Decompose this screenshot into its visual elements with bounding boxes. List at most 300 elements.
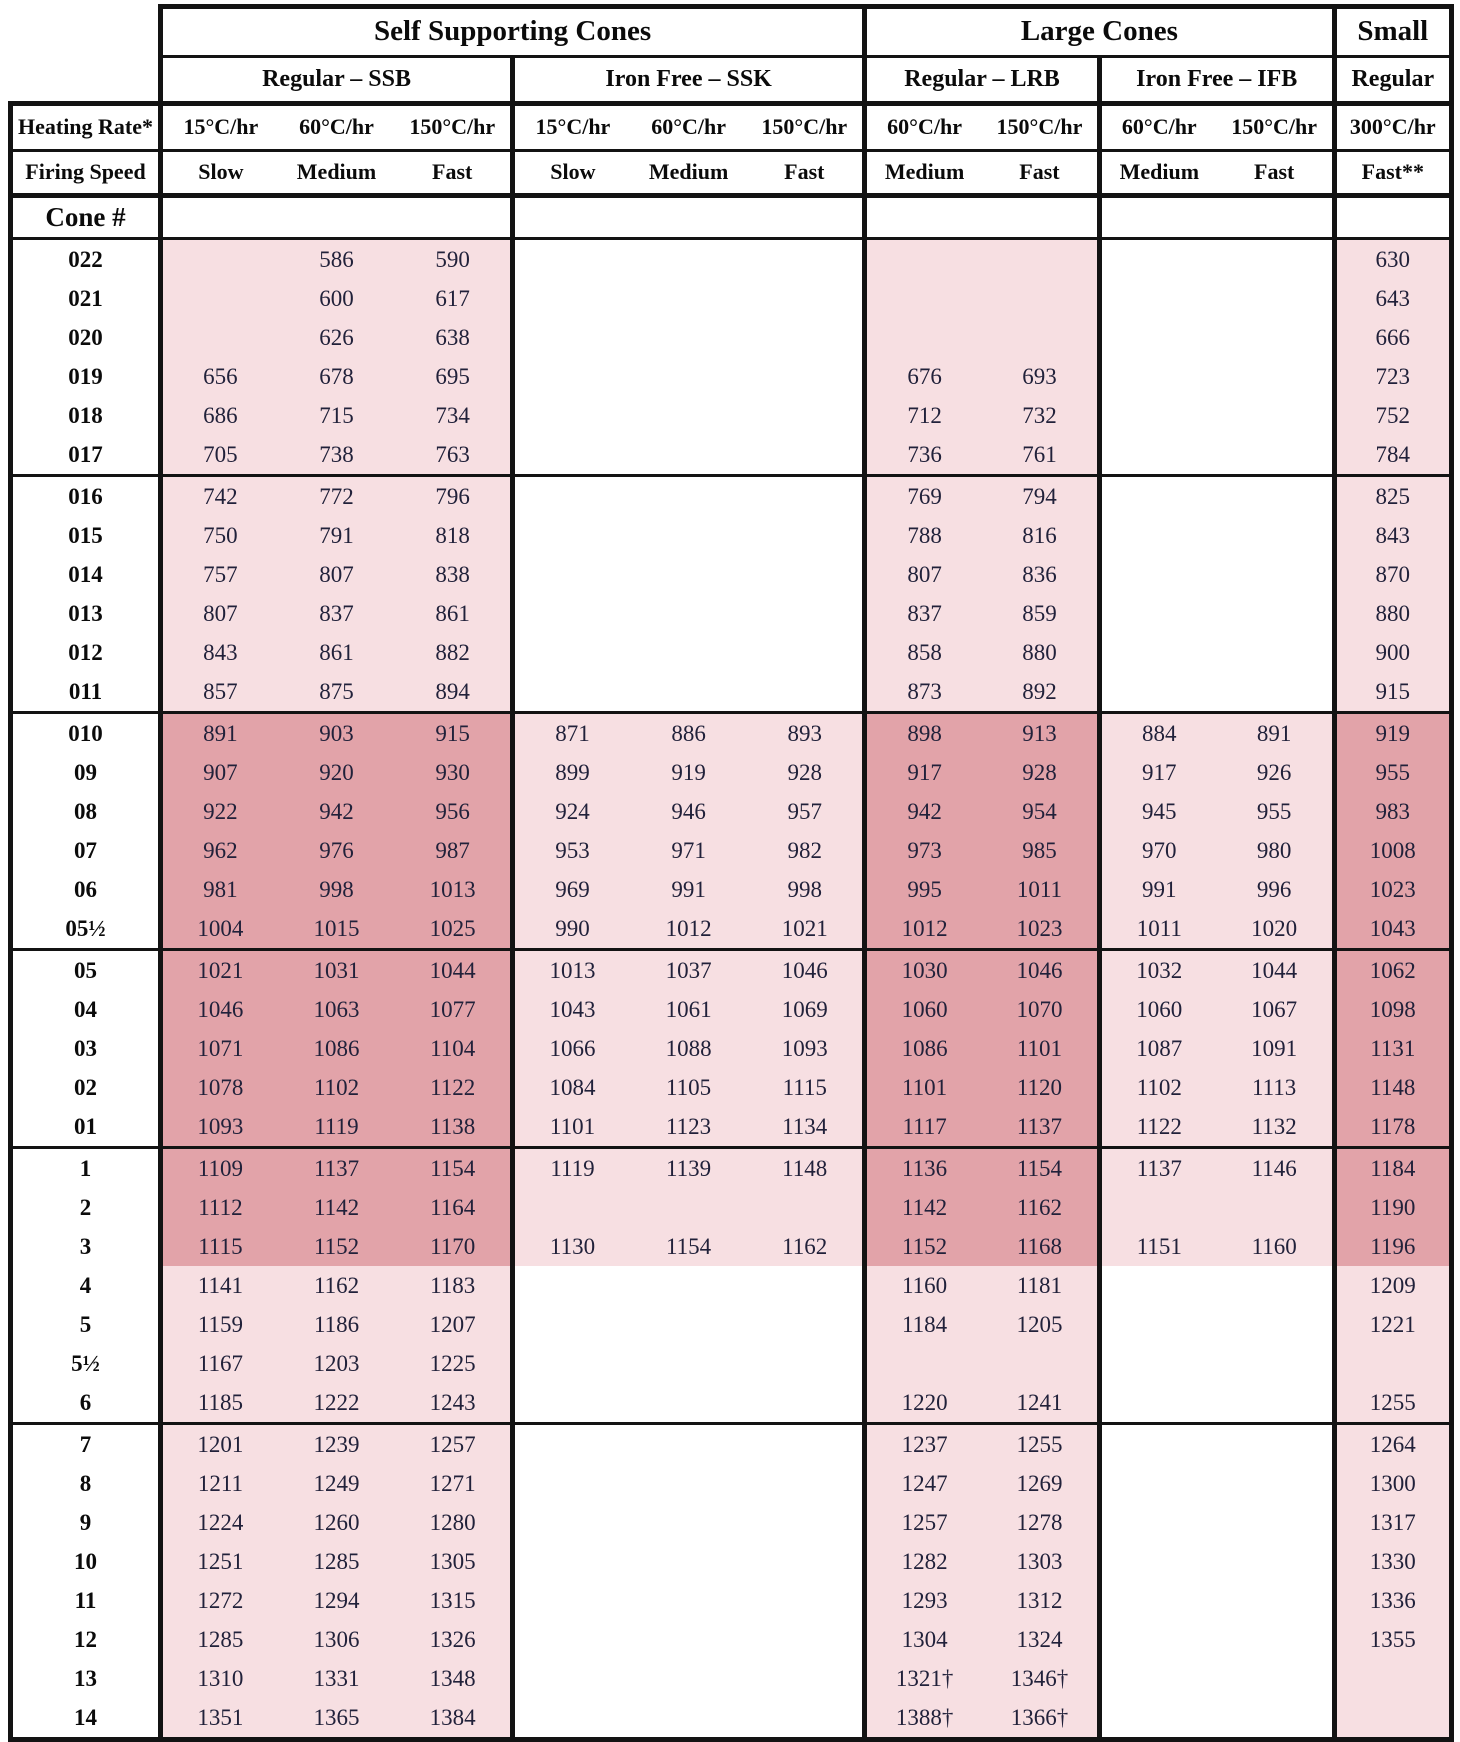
temp-cell-lrb: 954 (982, 792, 1099, 831)
temp-cell-lrb: 1060 (865, 990, 982, 1029)
temp-cell-ssk (513, 1581, 630, 1620)
temp-cell-ssb: 998 (278, 870, 395, 909)
temp-cell-ssb: 1285 (278, 1542, 395, 1581)
temp-cell-ifb (1217, 1659, 1334, 1698)
temp-cell-lrb (982, 318, 1099, 357)
temp-cell-ssb: 818 (395, 516, 512, 555)
cone-number: 4 (11, 1266, 161, 1305)
temp-cell-small: 784 (1334, 435, 1451, 476)
cone-number: 12 (11, 1620, 161, 1659)
speed: Slow (550, 159, 596, 185)
rate: 150°C/hr (761, 114, 848, 140)
temp-cell-ssb: 715 (278, 396, 395, 435)
temp-cell-ssb: 1154 (395, 1148, 512, 1189)
temp-cell-ssk (513, 555, 630, 594)
cone-number: 020 (11, 318, 161, 357)
temp-cell-lrb: 837 (865, 594, 982, 633)
cone-row-5 (11, 1305, 1452, 1344)
temp-cell-ssk (513, 1424, 630, 1465)
subgroup-iron-free-ssk: Iron Free – SSK (513, 57, 865, 104)
cone-number: 04 (11, 990, 161, 1029)
temp-cell-ifb (1217, 1581, 1334, 1620)
rate: 60°C/hr (299, 114, 374, 140)
temp-cell-ssb: 638 (395, 318, 512, 357)
cone-number: 015 (11, 516, 161, 555)
temp-cell-ssk (513, 1698, 630, 1740)
temp-cell-small: 919 (1334, 713, 1451, 754)
temp-cell-ssb: 1257 (395, 1424, 512, 1465)
temp-cell-ssk (747, 1659, 864, 1698)
temp-cell-ssb: 882 (395, 633, 512, 672)
temp-cell-small: 955 (1334, 753, 1451, 792)
cone-number: 019 (11, 357, 161, 396)
temp-cell-ssb: 1031 (278, 950, 395, 991)
temp-cell-lrb: 1220 (865, 1383, 982, 1424)
temp-cell-ssk (747, 239, 864, 280)
temp-cell-ssb: 1285 (161, 1620, 278, 1659)
temp-cell-small: 1178 (1334, 1107, 1451, 1148)
subgroup-title-row (11, 57, 1452, 104)
temp-cell-ifb: 1151 (1099, 1227, 1216, 1266)
temp-cell-ssb: 1119 (278, 1107, 395, 1148)
temp-cell-lrb: 769 (865, 476, 982, 517)
temp-cell-lrb: 736 (865, 435, 982, 476)
temp-cell-ssk (630, 1659, 747, 1698)
temp-cell-ssb: 1315 (395, 1581, 512, 1620)
temp-cell-ssb: 1306 (278, 1620, 395, 1659)
temp-cell-ifb (1217, 1542, 1334, 1581)
temp-cell-small: 843 (1334, 516, 1451, 555)
temp-cell-ssb: 1203 (278, 1344, 395, 1383)
rate: 150°C/hr (996, 114, 1083, 140)
temp-cell-ifb (1099, 435, 1216, 476)
temp-cell-lrb: 1346† (982, 1659, 1099, 1698)
temp-cell-ssb: 686 (161, 396, 278, 435)
temp-cell-small: 752 (1334, 396, 1451, 435)
temp-cell-ssb: 907 (161, 753, 278, 792)
temp-cell-ifb (1217, 516, 1334, 555)
temp-cell-ssk: 899 (513, 753, 630, 792)
temp-cell-lrb: 995 (865, 870, 982, 909)
temp-cell-ssk (630, 1344, 747, 1383)
temp-cell-ssk: 1105 (630, 1068, 747, 1107)
temp-cell-ssb: 1224 (161, 1503, 278, 1542)
firing-speeds-ssk (513, 151, 865, 196)
temp-cell-lrb: 1282 (865, 1542, 982, 1581)
temp-cell-lrb: 1160 (865, 1266, 982, 1305)
temp-cell-lrb: 1086 (865, 1029, 982, 1068)
temp-cell-ifb: 980 (1217, 831, 1334, 870)
temp-cell-ssk (747, 1305, 864, 1344)
temp-cell-ssk: 1123 (630, 1107, 747, 1148)
temp-cell-ifb: 1132 (1217, 1107, 1334, 1148)
temp-cell-ssk (513, 1620, 630, 1659)
temp-cell-ssk (513, 239, 630, 280)
temp-cell-ssk (630, 1424, 747, 1465)
temp-cell-small: 1062 (1334, 950, 1451, 991)
temp-cell-ssb: 1162 (278, 1266, 395, 1305)
firing-speed-small: Fast** (1334, 151, 1451, 196)
cone-number: 2 (11, 1188, 161, 1227)
empty-cell (1099, 196, 1334, 239)
empty-cell (1334, 196, 1451, 239)
cone-row-021 (11, 279, 1452, 318)
temp-cell-ssk (513, 1344, 630, 1383)
temp-cell-ifb (1099, 633, 1216, 672)
temp-cell-ifb: 926 (1217, 753, 1334, 792)
temp-cell-ifb: 1067 (1217, 990, 1334, 1029)
temp-cell-ssk: 1012 (630, 909, 747, 950)
cone-number: 010 (11, 713, 161, 754)
temp-cell-lrb (865, 279, 982, 318)
temp-cell-ssk: 1115 (747, 1068, 864, 1107)
temp-cell-ssb: 1251 (161, 1542, 278, 1581)
temp-cell-lrb: 1011 (982, 870, 1099, 909)
temp-cell-small (1334, 1659, 1451, 1698)
temp-cell-ssk: 1162 (747, 1227, 864, 1266)
temp-cell-ssk (747, 1698, 864, 1740)
temp-cell-ssk (630, 357, 747, 396)
cone-number: 02 (11, 1068, 161, 1107)
temp-cell-lrb: 794 (982, 476, 1099, 517)
temp-cell-ssk: 990 (513, 909, 630, 950)
temp-cell-ssb: 796 (395, 476, 512, 517)
temp-cell-ssk (630, 1266, 747, 1305)
corner-spacer (11, 57, 161, 104)
cone-number: 08 (11, 792, 161, 831)
temp-cell-lrb: 928 (982, 753, 1099, 792)
speed: Medium (296, 159, 377, 185)
temp-cell-ssb: 1272 (161, 1581, 278, 1620)
cone-header-row (11, 196, 1452, 239)
cone-number: 1 (11, 1148, 161, 1189)
temp-cell-lrb: 1237 (865, 1424, 982, 1465)
temp-cell-lrb: 1154 (982, 1148, 1099, 1189)
temp-cell-ifb (1099, 1542, 1216, 1581)
temp-cell-ssk (747, 1503, 864, 1542)
temp-cell-ssk (630, 435, 747, 476)
temp-cell-small (1334, 1344, 1451, 1383)
cone-number: 018 (11, 396, 161, 435)
temp-cell-lrb (982, 239, 1099, 280)
cone-row-09 (11, 753, 1452, 792)
temp-cell-ssb: 738 (278, 435, 395, 476)
temp-cell-ssb: 1044 (395, 950, 512, 991)
temp-cell-lrb: 1152 (865, 1227, 982, 1266)
temp-cell-ssb: 791 (278, 516, 395, 555)
temp-cell-ssk (630, 1581, 747, 1620)
temp-cell-lrb: 1012 (865, 909, 982, 950)
temp-cell-ifb (1099, 1188, 1216, 1227)
temp-cell-ssb: 857 (161, 672, 278, 713)
temp-cell-ssk (513, 1383, 630, 1424)
temp-cell-lrb: 1070 (982, 990, 1099, 1029)
temp-cell-ssb: 695 (395, 357, 512, 396)
temp-cell-ssk: 982 (747, 831, 864, 870)
temp-cell-ifb: 955 (1217, 792, 1334, 831)
empty-cell (865, 196, 1100, 239)
temp-cell-ssb: 920 (278, 753, 395, 792)
cone-row-4 (11, 1266, 1452, 1305)
temp-cell-ssk: 1101 (513, 1107, 630, 1148)
temp-cell-lrb: 873 (865, 672, 982, 713)
temp-cell-ssb: 1013 (395, 870, 512, 909)
temp-cell-ssb: 1294 (278, 1581, 395, 1620)
temp-cell-lrb: 1101 (865, 1068, 982, 1107)
cone-number: 012 (11, 633, 161, 672)
temp-cell-ssk (630, 1503, 747, 1542)
temp-cell-ssb: 750 (161, 516, 278, 555)
temp-cell-ssb: 1384 (395, 1698, 512, 1740)
temp-cell-lrb: 1101 (982, 1029, 1099, 1068)
cone-row-010 (11, 713, 1452, 754)
temp-cell-ifb: 884 (1099, 713, 1216, 754)
temp-cell-ssk: 1021 (747, 909, 864, 950)
cone-number: 5 (11, 1305, 161, 1344)
temp-cell-ssk: 1084 (513, 1068, 630, 1107)
temp-cell-ifb (1217, 1620, 1334, 1659)
temp-cell-ssb: 656 (161, 357, 278, 396)
temp-cell-ssk (630, 1698, 747, 1740)
cone-row-02 (11, 1068, 1452, 1107)
temp-cell-ssb: 1348 (395, 1659, 512, 1698)
cone-number: 3 (11, 1227, 161, 1266)
temp-cell-ssb: 757 (161, 555, 278, 594)
temp-cell-lrb: 1366† (982, 1698, 1099, 1740)
temp-cell-ssk (747, 318, 864, 357)
group-title-self-supporting: Self Supporting Cones (161, 7, 865, 57)
cone-row-03 (11, 1029, 1452, 1068)
temp-cell-lrb: 1030 (865, 950, 982, 991)
cone-number: 03 (11, 1029, 161, 1068)
temp-cell-ssb: 861 (395, 594, 512, 633)
cone-temperature-table (8, 4, 1454, 1742)
temp-cell-ssk (513, 1266, 630, 1305)
heating-rate-label: Heating Rate* (11, 104, 161, 151)
temp-cell-small: 825 (1334, 476, 1451, 517)
temp-cell-lrb: 761 (982, 435, 1099, 476)
temp-cell-ifb (1217, 476, 1334, 517)
temp-cell-ssk (630, 1620, 747, 1659)
temp-cell-ssb: 1260 (278, 1503, 395, 1542)
speed: Fast (1254, 159, 1295, 185)
temp-cell-ssb: 1310 (161, 1659, 278, 1698)
temp-cell-ssb: 772 (278, 476, 395, 517)
heating-rate-small: 300°C/hr (1334, 104, 1451, 151)
temp-cell-ssb: 617 (395, 279, 512, 318)
temp-cell-ifb: 996 (1217, 870, 1334, 909)
temp-cell-small: 1264 (1334, 1424, 1451, 1465)
temp-cell-ssk: 893 (747, 713, 864, 754)
temp-cell-ssb: 1137 (278, 1148, 395, 1189)
cone-row-1 (11, 1148, 1452, 1189)
temp-cell-ssb: 1185 (161, 1383, 278, 1424)
temp-cell-ssk (513, 1542, 630, 1581)
temp-cell-lrb: 1046 (982, 950, 1099, 991)
temp-cell-ssk: 971 (630, 831, 747, 870)
cone-number: 013 (11, 594, 161, 633)
temp-cell-ssb: 1159 (161, 1305, 278, 1344)
temp-cell-ssk (513, 1503, 630, 1542)
temp-cell-small: 1300 (1334, 1464, 1451, 1503)
temp-cell-ssb (161, 318, 278, 357)
temp-cell-ssb: 1183 (395, 1266, 512, 1305)
temp-cell-ssk: 1088 (630, 1029, 747, 1068)
temp-cell-ssk (513, 633, 630, 672)
subgroup-regular-ssb: Regular – SSB (161, 57, 513, 104)
temp-cell-ifb (1099, 594, 1216, 633)
temp-cell-small: 1330 (1334, 1542, 1451, 1581)
temp-cell-ifb (1217, 318, 1334, 357)
subgroup-regular-lrb: Regular – LRB (865, 57, 1100, 104)
cone-row-10 (11, 1542, 1452, 1581)
temp-cell-ifb (1217, 1464, 1334, 1503)
cone-row-011 (11, 672, 1452, 713)
temp-cell-ssk: 1148 (747, 1148, 864, 1189)
temp-cell-lrb: 1255 (982, 1424, 1099, 1465)
cone-row-12 (11, 1620, 1452, 1659)
temp-cell-ssb: 894 (395, 672, 512, 713)
temp-cell-ssb: 976 (278, 831, 395, 870)
cone-number: 10 (11, 1542, 161, 1581)
cone-number: 14 (11, 1698, 161, 1740)
temp-cell-ssk: 1154 (630, 1227, 747, 1266)
temp-cell-ssb: 1170 (395, 1227, 512, 1266)
temp-cell-ifb (1099, 279, 1216, 318)
corner-spacer (11, 7, 161, 57)
temp-cell-ssk (747, 633, 864, 672)
temp-cell-ssk (630, 1305, 747, 1344)
temp-cell-lrb: 676 (865, 357, 982, 396)
temp-cell-ifb (1099, 239, 1216, 280)
cone-number: 014 (11, 555, 161, 594)
temp-cell-lrb (865, 239, 982, 280)
heating-rate-row (11, 104, 1452, 151)
temp-cell-small: 900 (1334, 633, 1451, 672)
temp-cell-ssb: 1243 (395, 1383, 512, 1424)
temp-cell-ssb: 1331 (278, 1659, 395, 1698)
cone-row-015 (11, 516, 1452, 555)
temp-cell-ssk: 1134 (747, 1107, 864, 1148)
temp-cell-ifb (1217, 396, 1334, 435)
heating-rates-ifb (1099, 104, 1334, 151)
temp-cell-ifb (1217, 594, 1334, 633)
temp-cell-lrb: 898 (865, 713, 982, 754)
temp-cell-ssb (161, 279, 278, 318)
temp-cell-ssk (513, 476, 630, 517)
temp-cell-lrb: 1303 (982, 1542, 1099, 1581)
rate: 15°C/hr (183, 114, 259, 140)
temp-cell-ifb: 1011 (1099, 909, 1216, 950)
temp-cell-ssb: 742 (161, 476, 278, 517)
rate: 150°C/hr (1231, 114, 1318, 140)
cone-row-018 (11, 396, 1452, 435)
temp-cell-ssb: 1115 (161, 1227, 278, 1266)
temp-cell-ifb: 1087 (1099, 1029, 1216, 1068)
temp-cell-ssb: 1004 (161, 909, 278, 950)
temp-cell-small: 1196 (1334, 1227, 1451, 1266)
cone-number: 022 (11, 239, 161, 280)
temp-cell-ssb: 1211 (161, 1464, 278, 1503)
temp-cell-lrb (982, 279, 1099, 318)
temp-cell-lrb: 1321† (865, 1659, 982, 1698)
temp-cell-lrb: 1117 (865, 1107, 982, 1148)
temp-cell-ifb (1217, 1503, 1334, 1542)
temp-cell-ifb (1217, 435, 1334, 476)
temp-cell-ssk (747, 357, 864, 396)
temp-cell-ssk: 1037 (630, 950, 747, 991)
rate: 15°C/hr (535, 114, 611, 140)
temp-cell-ssk (747, 279, 864, 318)
temp-cell-ssb: 1222 (278, 1383, 395, 1424)
temp-cell-ssk (747, 1344, 864, 1383)
temp-cell-ssb: 763 (395, 435, 512, 476)
temp-cell-ifb (1217, 1383, 1334, 1424)
temp-cell-ssb: 1326 (395, 1620, 512, 1659)
cone-number: 016 (11, 476, 161, 517)
firing-speeds-lrb (865, 151, 1100, 196)
temp-cell-ssk (630, 279, 747, 318)
temp-cell-ifb: 1060 (1099, 990, 1216, 1029)
temp-cell-ssb: 956 (395, 792, 512, 831)
group-title-small: Small (1334, 7, 1451, 57)
temp-cell-lrb: 1184 (865, 1305, 982, 1344)
temp-cell-ssk (630, 239, 747, 280)
temp-cell-ssk (630, 476, 747, 517)
temp-cell-lrb: 913 (982, 713, 1099, 754)
temp-cell-small: 1008 (1334, 831, 1451, 870)
temp-cell-ssk (513, 516, 630, 555)
temp-cell-ssk (747, 1581, 864, 1620)
temp-cell-ssk (513, 594, 630, 633)
temp-cell-ifb: 1032 (1099, 950, 1216, 991)
temp-cell-lrb: 892 (982, 672, 1099, 713)
temp-cell-ssb: 1093 (161, 1107, 278, 1148)
temp-cell-lrb: 1181 (982, 1266, 1099, 1305)
temp-cell-ssk: 871 (513, 713, 630, 754)
temp-cell-small: 880 (1334, 594, 1451, 633)
temp-cell-ssk: 1066 (513, 1029, 630, 1068)
temp-cell-ifb (1217, 1305, 1334, 1344)
temp-cell-ssb: 1239 (278, 1424, 395, 1465)
temp-cell-ssb: 1225 (395, 1344, 512, 1383)
temp-cell-ssb: 1078 (161, 1068, 278, 1107)
temp-cell-ssb: 1280 (395, 1503, 512, 1542)
firing-speeds-ssb (161, 151, 513, 196)
temp-cell-ssk (747, 1188, 864, 1227)
temp-cell-ifb (1099, 1305, 1216, 1344)
cone-row-01 (11, 1107, 1452, 1148)
temp-cell-ssk (630, 672, 747, 713)
temp-cell-ssk (747, 672, 864, 713)
cone-row-2 (11, 1188, 1452, 1227)
cone-number: 6 (11, 1383, 161, 1424)
temp-cell-ifb (1099, 396, 1216, 435)
temp-cell-small: 1336 (1334, 1581, 1451, 1620)
temp-cell-ssb: 678 (278, 357, 395, 396)
cone-number: 07 (11, 831, 161, 870)
cone-row-06 (11, 870, 1452, 909)
temp-cell-ssb: 590 (395, 239, 512, 280)
temp-cell-ifb (1217, 1188, 1334, 1227)
temp-cell-lrb: 1120 (982, 1068, 1099, 1107)
temp-cell-ssb: 1086 (278, 1029, 395, 1068)
temp-cell-ifb: 1102 (1099, 1068, 1216, 1107)
temp-cell-ssb: 1025 (395, 909, 512, 950)
temp-cell-lrb (982, 1344, 1099, 1383)
temp-cell-lrb: 1142 (865, 1188, 982, 1227)
temp-cell-small: 1221 (1334, 1305, 1451, 1344)
